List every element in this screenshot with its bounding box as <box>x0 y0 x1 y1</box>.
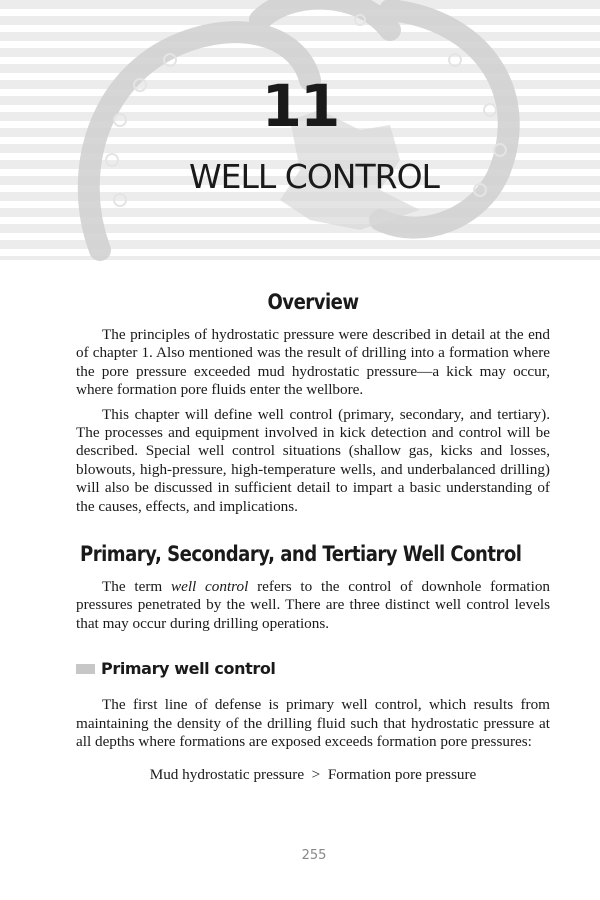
page-number: 255 <box>301 848 327 863</box>
equation-right: Formation pore pressure <box>327 765 477 783</box>
overview-paragraph-1: The principles of hydrostatic pressure were described in detail at the end of chapter 1. Also mentioned was the result of drilling into a formation where the pore pressure exceeded mud hydrostatic pressure—a kick may occur, where formation pore fluids enter the wellbore. <box>76 326 550 399</box>
equation-operator: > <box>311 765 321 783</box>
chapter-header-art <box>0 0 600 290</box>
page-content <box>76 290 550 784</box>
well-control-levels-paragraph <box>76 578 550 633</box>
overview-paragraph-2: This chapter will define well control (primary, secondary, and tertiary). The processes and equipment involved in kick detection and control will be described. Special well control situations (shallow gas, kicks and losses, blowouts, high-pressure, high-temperature wells, and underbalanced drilling) will also be discussed in sufficient detail to impart a basic understanding of the causes, effects, and implications. <box>76 405 550 515</box>
primary-well-control-paragraph: The first line of defense is primary well control, which results from maintaining the density of the drilling fluid such that hydrostatic pressure at all depths where formations are exposed exceeds formation pore pressures: <box>76 696 550 751</box>
chapter-title: WELL CONTROL <box>189 157 439 196</box>
well-control-levels-heading: Primary, Secondary, and Tertiary Well Control <box>80 542 522 567</box>
primary-well-control-subheading <box>76 659 550 678</box>
levels-text-before: The term <box>102 578 163 596</box>
octopus-tentacle-illustration <box>60 0 560 290</box>
overview-heading: Overview <box>267 290 359 314</box>
equation-left: Mud hydrostatic pressure <box>149 765 305 783</box>
levels-text-after: refers to the control of downhole formation pressures penetrated by the well. There are three distinct well control levels that may occur during drilling operations. <box>76 578 551 632</box>
subheading-bar <box>76 664 95 674</box>
chapter-number: 11 <box>261 72 339 140</box>
well-control-term: well control <box>170 578 249 596</box>
pressure-equation <box>76 766 550 784</box>
primary-well-control-label: Primary well control <box>101 659 276 679</box>
